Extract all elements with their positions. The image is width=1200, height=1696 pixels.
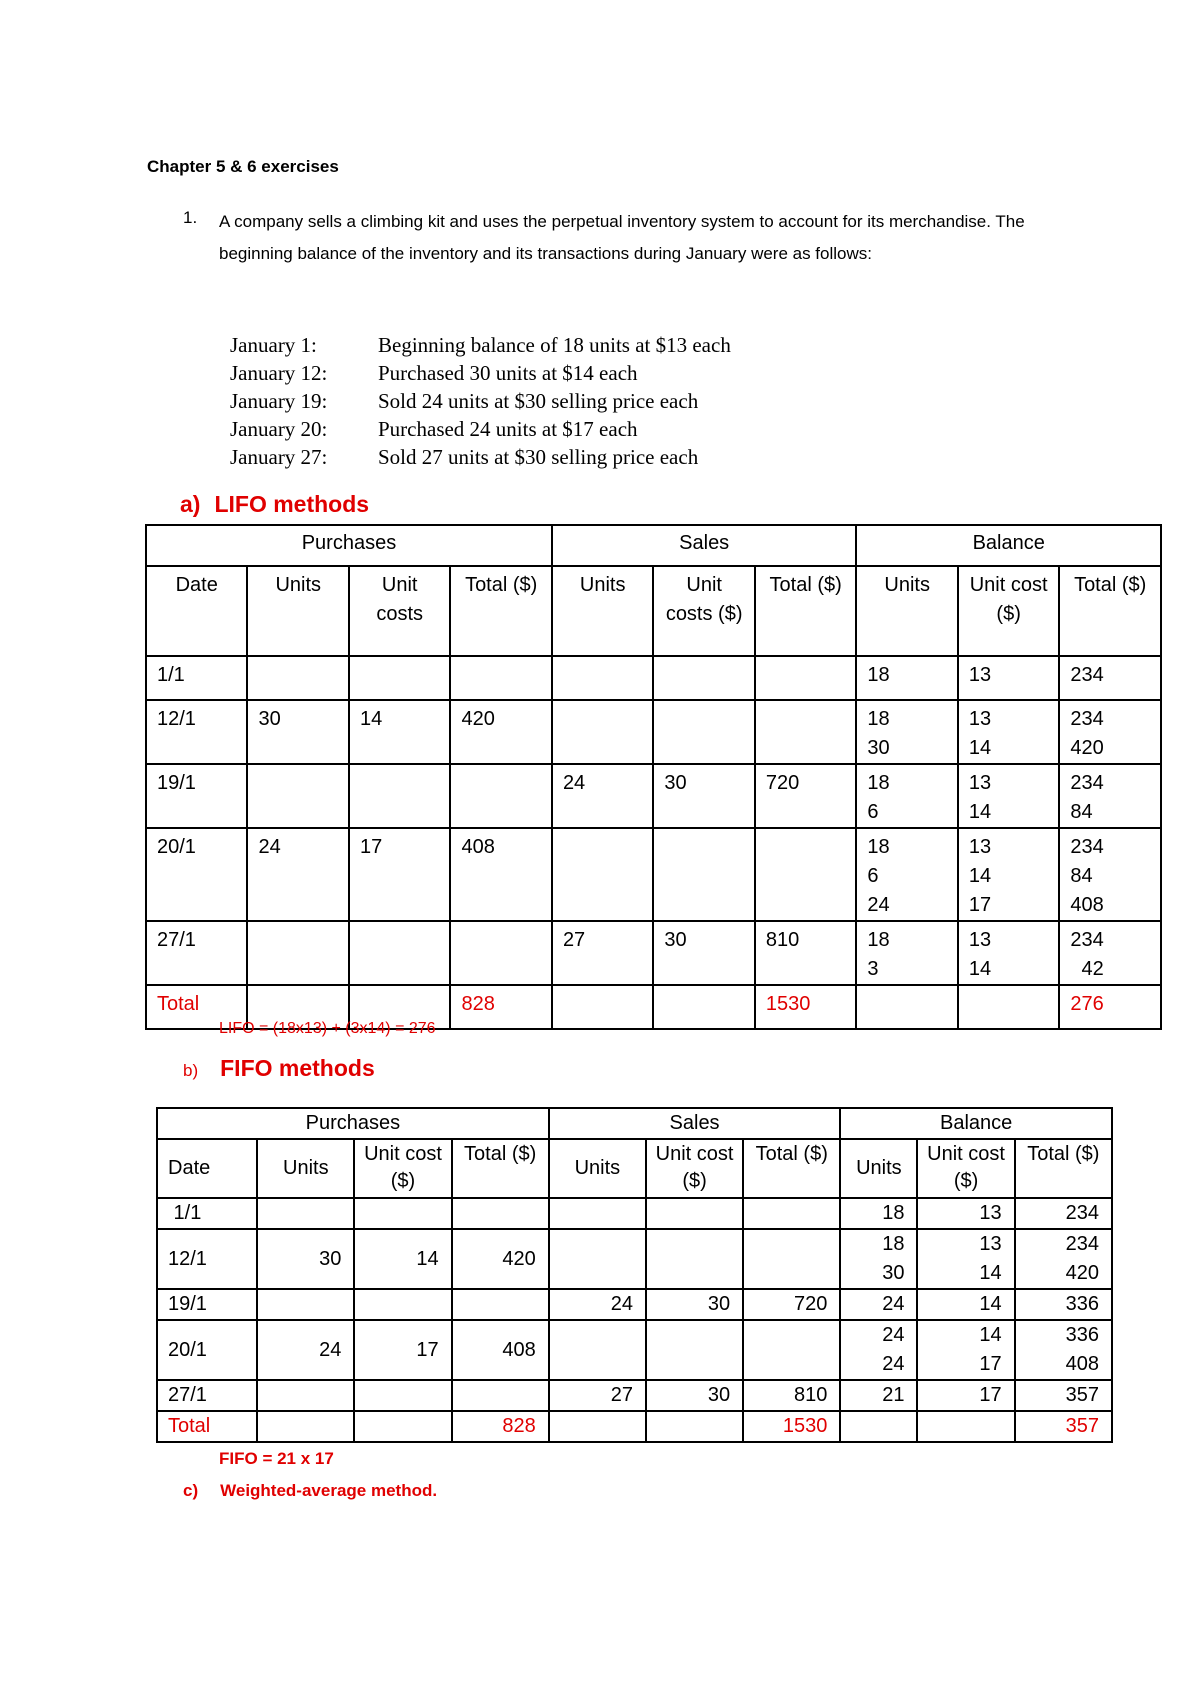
column-header-row [146,566,1161,656]
transaction-desc: Sold 24 units at $30 selling price each [378,389,699,413]
table-cell: 21 [840,1380,917,1411]
table-cell: 357 [1015,1380,1112,1411]
table-cell: 30 [247,700,348,764]
transaction-desc: Purchased 30 units at $14 each [378,361,638,385]
table-cell: 810 [755,921,857,985]
lifo-title: LIFO methods [214,491,370,517]
table-cell [646,1320,743,1380]
table-cell: 234 [1059,656,1161,700]
table-cell [549,1320,646,1380]
column-header: Total ($) [452,1139,549,1198]
lifo-heading [180,491,369,518]
table-cell [349,764,450,828]
table-row [157,1380,1112,1411]
total-cell [856,985,957,1029]
table-cell [653,828,754,921]
table-cell [257,1289,354,1320]
total-label: Total [146,985,247,1029]
row-date: 12/1 [146,700,247,764]
table-cell [354,1289,451,1320]
row-date: 27/1 [146,921,247,985]
fifo-table [156,1107,1113,1443]
table-cell: 13 14 [958,764,1059,828]
group-header-purchases: Purchases [146,525,552,566]
table-cell [549,1229,646,1289]
transaction-date: January 27: [230,445,328,469]
table-cell: 336 [1015,1289,1112,1320]
total-cell [257,1411,354,1442]
total-cell: 828 [452,1411,549,1442]
column-header: Units [549,1139,646,1198]
table-cell: 14 [354,1229,451,1289]
row-date: 19/1 [146,764,247,828]
lifo-label: a) [180,491,201,517]
transaction-row [230,359,731,387]
table-cell: 30 [257,1229,354,1289]
table-row [157,1289,1112,1320]
table-cell [743,1198,840,1229]
table-cell: 30 [646,1289,743,1320]
total-cell: 357 [1015,1411,1112,1442]
table-cell [349,921,450,985]
table-cell: 17 [917,1380,1014,1411]
table-cell: 27 [549,1380,646,1411]
table-cell: 13 14 [917,1229,1014,1289]
table-row [146,656,1161,700]
table-cell: 27 [552,921,653,985]
table-cell [452,1289,549,1320]
transaction-row [230,331,731,359]
table-cell [755,828,857,921]
table-cell: 810 [743,1380,840,1411]
table-cell: 14 [349,700,450,764]
group-header-row [157,1108,1112,1139]
table-cell: 234 420 [1015,1229,1112,1289]
table-cell: 17 [354,1320,451,1380]
table-cell [450,656,551,700]
table-cell: 234 84 [1059,764,1161,828]
table-cell: 234 [1015,1198,1112,1229]
column-header: Units [552,566,653,656]
table-cell: 18 30 [840,1229,917,1289]
question-text: A company sells a climbing kit and uses the perpetual inventory system to account for its merchandise. The beginning balance of the inventory and its transactions during January were as follows: [219,212,1025,263]
table-cell: 13 14 17 [958,828,1059,921]
transaction-row [230,387,731,415]
column-header: Units [840,1139,917,1198]
group-header-sales: Sales [549,1108,841,1139]
table-cell [450,921,551,985]
table-cell: 18 3 [856,921,957,985]
table-cell: 24 24 [840,1320,917,1380]
table-cell: 30 [653,764,754,828]
table-cell: 18 30 [856,700,957,764]
table-cell: 13 14 [958,700,1059,764]
table-cell [247,656,348,700]
table-cell: 24 [247,828,348,921]
table-cell: 17 [349,828,450,921]
lifo-formula: LIFO = (18x13) + (3x14) = 276 [219,1020,436,1037]
column-header-row [157,1139,1112,1198]
transaction-date: January 12: [230,361,328,385]
table-cell: 408 [450,828,551,921]
total-cell: 828 [450,985,551,1029]
transaction-desc: Beginning balance of 18 units at $13 each [378,333,731,357]
column-header: Date [157,1139,257,1198]
transaction-desc: Purchased 24 units at $17 each [378,417,638,441]
table-cell [755,700,857,764]
transaction-row [230,415,731,443]
transaction-date: January 19: [230,389,328,413]
column-header: Unit costs ($) [653,566,754,656]
fifo-heading [183,1055,375,1082]
total-cell [549,1411,646,1442]
transaction-list [230,331,731,471]
table-row [146,700,1161,764]
table-cell: 18 6 [856,764,957,828]
table-cell: 30 [653,921,754,985]
table-cell [247,921,348,985]
table-cell: 420 [452,1229,549,1289]
column-header: Unit cost ($) [917,1139,1014,1198]
table-cell [354,1380,451,1411]
total-label: Total [157,1411,257,1442]
group-header-balance: Balance [840,1108,1112,1139]
table-cell: 18 [856,656,957,700]
total-cell [840,1411,917,1442]
table-cell: 24 [840,1289,917,1320]
table-cell: 336 408 [1015,1320,1112,1380]
table-row [146,921,1161,985]
table-cell: 13 [917,1198,1014,1229]
table-row [157,1320,1112,1380]
table-cell: 234 420 [1059,700,1161,764]
column-header: Unit costs [349,566,450,656]
table-cell [653,656,754,700]
table-cell [755,656,857,700]
row-date: 20/1 [146,828,247,921]
row-date: 27/1 [157,1380,257,1411]
row-date: 19/1 [157,1289,257,1320]
table-cell [653,700,754,764]
total-cell: 276 [1059,985,1161,1029]
table-cell [743,1229,840,1289]
table-cell: 24 [549,1289,646,1320]
fifo-label: b) [183,1061,199,1080]
column-header: Total ($) [1059,566,1161,656]
table-row [157,1198,1112,1229]
column-header: Total ($) [743,1139,840,1198]
table-cell [743,1320,840,1380]
total-row [157,1411,1112,1442]
fifo-formula: FIFO = 21 x 17 [219,1449,334,1468]
table-cell [257,1198,354,1229]
table-cell [452,1380,549,1411]
table-cell: 720 [743,1289,840,1320]
total-cell: 1530 [755,985,857,1029]
table-cell: 14 17 [917,1320,1014,1380]
row-date: 20/1 [157,1320,257,1380]
column-header: Units [856,566,957,656]
total-cell [917,1411,1014,1442]
group-header-row [146,525,1161,566]
row-date: 1/1 [146,656,247,700]
row-date: 1/1 [157,1198,257,1229]
table-cell: 18 6 24 [856,828,957,921]
column-header: Unit cost ($) [646,1139,743,1198]
table-cell [552,700,653,764]
table-cell: 420 [450,700,551,764]
table-cell: 18 [840,1198,917,1229]
total-cell [354,1411,451,1442]
column-header: Total ($) [1015,1139,1112,1198]
table-cell [646,1229,743,1289]
question-number: 1. [183,208,198,227]
total-cell [653,985,754,1029]
column-header: Total ($) [755,566,857,656]
table-cell: 234 84 408 [1059,828,1161,921]
column-header: Unit cost ($) [958,566,1059,656]
table-cell: 13 14 [958,921,1059,985]
group-header-purchases: Purchases [157,1108,549,1139]
table-cell [247,764,348,828]
group-header-balance: Balance [856,525,1161,566]
column-header: Units [247,566,348,656]
table-cell: 30 [646,1380,743,1411]
table-cell [549,1198,646,1229]
page-title: Chapter 5 & 6 exercises [147,157,339,176]
column-header: Unit cost ($) [354,1139,451,1198]
table-cell: 720 [755,764,857,828]
weighted-heading [183,1481,437,1501]
table-cell [257,1380,354,1411]
transaction-date: January 20: [230,417,328,441]
column-header: Units [257,1139,354,1198]
table-cell: 14 [917,1289,1014,1320]
table-cell [452,1198,549,1229]
transaction-date: January 1: [230,333,317,357]
total-cell [646,1411,743,1442]
total-cell [958,985,1059,1029]
group-header-sales: Sales [552,525,856,566]
table-row [146,764,1161,828]
table-cell: 408 [452,1320,549,1380]
table-cell: 234 42 [1059,921,1161,985]
weighted-label: c) [183,1481,199,1500]
transaction-desc: Sold 27 units at $30 selling price each [378,445,699,469]
table-row [146,828,1161,921]
table-cell [552,656,653,700]
table-cell [646,1198,743,1229]
row-date: 12/1 [157,1229,257,1289]
table-cell [552,828,653,921]
column-header: Date [146,566,247,656]
table-cell: 24 [257,1320,354,1380]
total-cell [552,985,653,1029]
table-cell [349,656,450,700]
column-header: Total ($) [450,566,551,656]
fifo-title: FIFO methods [220,1055,375,1081]
table-cell [354,1198,451,1229]
table-cell: 24 [552,764,653,828]
weighted-title: Weighted-average method. [220,1481,438,1500]
total-cell: 1530 [743,1411,840,1442]
transaction-row [230,443,731,471]
table-row [157,1229,1112,1289]
lifo-table [145,524,1162,1030]
table-cell [450,764,551,828]
table-cell: 13 [958,656,1059,700]
